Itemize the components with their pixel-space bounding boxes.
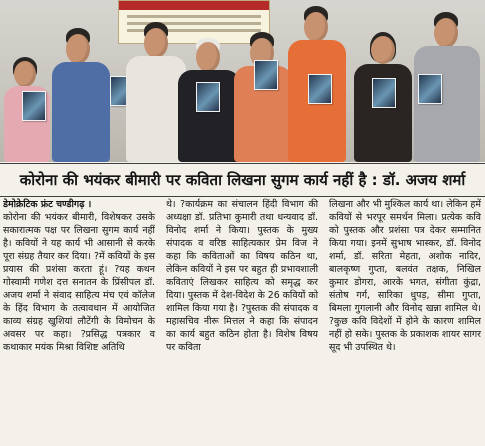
dateline: डेमोक्रेटिक फ्रंट चण्डीगढ़ । xyxy=(3,199,92,210)
book-cover xyxy=(372,78,396,108)
book-cover xyxy=(308,74,332,104)
article-body xyxy=(3,198,482,443)
article-text-column-2: थे। ?कार्यक्रम का संचालन हिंदी विभाग की अध्यक्षा डॉ. प्रतिभा कुमारी तथा धन्यवाद डॉ. विनोद शर्मा ने किया। पुस्तक के मुख्य संपादक व वरिष्ठ साहित्यकार प्रेम विज ने कहा कि कविताओं का विषय कठिन था, लेकिन कवियों ने इस पर बहुत ही प्रभावशाली कविताएं लिखकर साहित्य को समृद्ध कर दिया। पुस्तक में देश-विदेश के 26 कवियों को शामिल किया गया है। ?पुस्तक की संपादक व महासचिव नीरू मित्तल ने कहा कि संपादन का कार्य बहुत कठिन होता है। विशेष विषय पर कविता xyxy=(166,199,319,353)
book-cover xyxy=(22,91,46,121)
headline: कोरोना की भयंकर बीमारी पर कविता लिखना सुगम कार्य नहीं है : डॉ. अजय शर्मा xyxy=(0,163,485,197)
event-banner xyxy=(118,0,270,44)
article-text-column-1: कोरोना की भयंकर बीमारी, विशेषकर उसके सकारात्मक पक्ष पर लिखना सुगम कार्य नहीं है। कवियों ने यह कार्य भी आसानी से करके पूरा संग्रह तैयार कर दिया। ?में कवियों के इस प्रयास की प्रशंसा करता हूं। ?यह कथन गोस्वामी गणेश दत्त सनातन के प्रिंसीपल डॉ. अजय शर्मा ने संवाद साहित्य मंच एवं कॉलेज के हिंद विभाग के तत्वावधान में आयोजित काव्य संग्रह खुशियां लौटेंगी के विमोचन के अवसर पर कहा। ?प्रसिद्ध पत्रकार व कथाकार मयंक मिश्रा विशिष्ट अतिथि xyxy=(3,212,155,353)
book-cover xyxy=(418,74,442,104)
article-text-column-3: लिखना और भी मुश्किल कार्य था। लेकिन हमें कवियों से भरपूर समर्थन मिला। प्रत्येक कवि को पुस्तक और प्रशंसा पत्र देकर सम्मानित किया गया। इनमें सुभाष भास्कर, डॉ. विनोद शर्मा, डॉ. सरिता मेहता, अशोक नादिर, बालकृष्ण गुप्ता, बलवंत तक्षक, निखिल कुमार डोगरा, आरके भगत, संगीता कुंद्रा, संतोष गर्ग, सारिका धुपड़, सीमा गुप्ता, बिमला गुगलानी और विनोद खन्ना शामिल थे। ?कुछ कवि विदेशों में होने के कारण शामिल नहीं हो सके। पुस्तक के प्रकाशक शायर सागर सूद भी उपस्थित थे। xyxy=(329,199,481,353)
article-column-1 xyxy=(3,198,155,354)
book-cover xyxy=(196,82,220,112)
article-column-2 xyxy=(166,198,318,354)
article-column-3 xyxy=(329,198,481,354)
book-cover xyxy=(254,60,278,90)
photo-people-holding-books xyxy=(0,0,485,162)
